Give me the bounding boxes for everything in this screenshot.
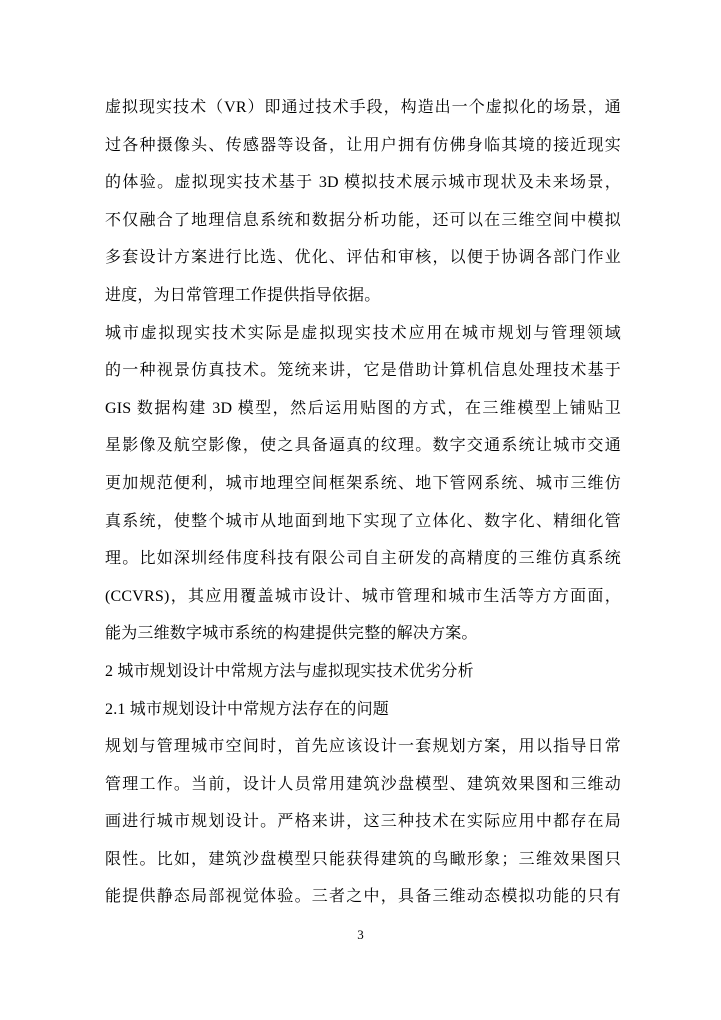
text-line: 管理工作。当前，设计人员常用建筑沙盘模型、建筑效果图和三维动 <box>105 775 621 793</box>
text-line: 理。比如深圳经伟度科技有限公司自主研发的高精度的三维仿真系统 <box>105 550 621 568</box>
text-line: 画进行城市规划设计。严格来讲，这三种技术在实际应用中都存在局 <box>105 813 621 831</box>
text-line: 能提供静态局部视觉体验。三者之中，具备三维动态模拟功能的只有 <box>105 888 621 906</box>
subsection-heading: 2.1 城市规划设计中常规方法存在的问题 <box>105 700 390 718</box>
text-line: 过各种摄像头、传感器等设备，让用户拥有仿佛身临其境的接近现实 <box>105 136 621 154</box>
page-number: 3 <box>357 927 364 942</box>
text-line: 更加规范便利，城市地理空间框架系统、地下管网系统、城市三维仿 <box>105 474 621 492</box>
text-line: GIS 数据构建 3D 模型，然后运用贴图的方式，在三维模型上铺贴卫 <box>105 399 621 417</box>
text-line: 的体验。虚拟现实技术基于 3D 模拟技术展示城市现状及未来场景， <box>105 174 621 192</box>
section-heading: 2 城市规划设计中常规方法与虚拟现实技术优劣分析 <box>105 662 474 680</box>
text-line: 多套设计方案进行比选、优化、评估和审核，以便于协调各部门作业 <box>105 249 621 267</box>
text-line: 不仅融合了地理信息系统和数据分析功能，还可以在三维空间中模拟 <box>105 211 621 229</box>
text-line: 能为三维数字城市系统的构建提供完整的解决方案。 <box>105 625 478 643</box>
text-line: 的一种视景仿真技术。笼统来讲，它是借助计算机信息处理技术基于 <box>105 362 621 380</box>
text-line: (CCVRS)，其应用覆盖城市设计、城市管理和城市生活等方方面面， <box>105 587 621 605</box>
text-line: 进度，为日常管理工作提供指导依据。 <box>105 286 381 304</box>
text-line: 真系统，使整个城市从地面到地下实现了立体化、数字化、精细化管 <box>105 512 621 530</box>
text-line: 规划与管理城市空间时，首先应该设计一套规划方案，用以指导日常 <box>105 738 621 756</box>
text-line: 星影像及航空影像，使之具备逼真的纹理。数字交通系统让城市交通 <box>105 437 621 455</box>
text-line: 限性。比如，建筑沙盘模型只能获得建筑的鸟瞰形象；三维效果图只 <box>105 850 621 868</box>
text-line: 虚拟现实技术（VR）即通过技术手段，构造出一个虚拟化的场景，通 <box>105 99 621 116</box>
text-line: 城市虚拟现实技术实际是虚拟现实技术应用在城市规划与管理领域 <box>105 324 621 342</box>
text-block <box>105 89 621 916</box>
